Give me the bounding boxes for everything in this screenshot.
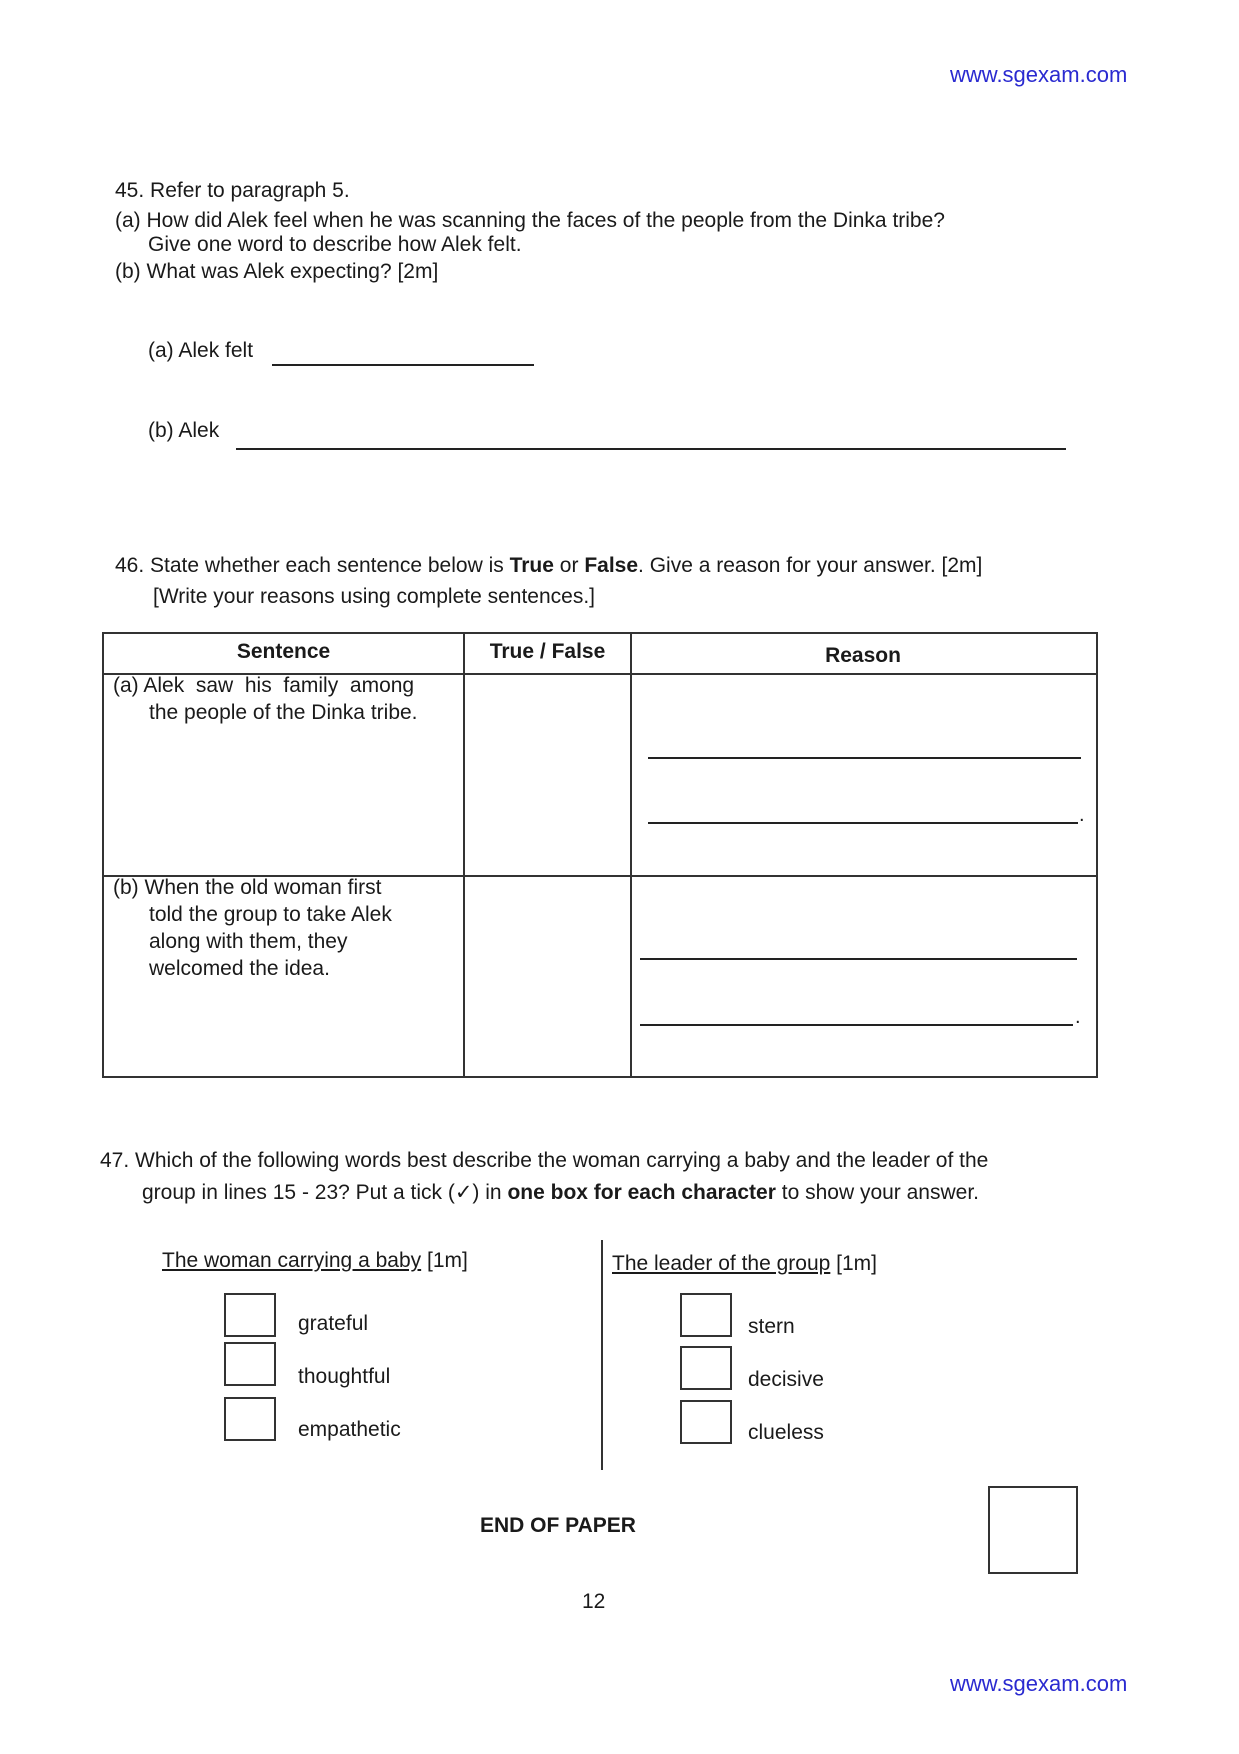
table-header-true-false: True / False — [489, 640, 606, 663]
row-b-reason-period: . — [1075, 1006, 1081, 1028]
checkbox-grateful[interactable] — [224, 1293, 276, 1337]
q47-line1: 47. Which of the following words best describe the woman carrying a baby and the leader of the — [100, 1149, 989, 1172]
option-thoughtful: thoughtful — [298, 1365, 391, 1388]
row-a-reason-period: . — [1079, 804, 1085, 826]
option-grateful: grateful — [298, 1312, 369, 1335]
option-clueless: clueless — [748, 1421, 824, 1444]
page-number: 12 — [582, 1590, 606, 1613]
q45-line1: 45. Refer to paragraph 5. — [115, 179, 350, 202]
right-title-text: The leader of the group — [612, 1252, 831, 1275]
row-b-true-false-cell[interactable] — [467, 879, 627, 1071]
q45-line3: Give one word to describe how Alek felt. — [148, 233, 522, 256]
option-empathetic: empathetic — [298, 1418, 401, 1441]
checkbox-clueless[interactable] — [680, 1400, 732, 1444]
q47-line2-bold: one box for each character — [507, 1181, 776, 1204]
q45-line4: (b) What was Alek expecting? [2m] — [115, 260, 439, 283]
row-a-true-false-cell[interactable] — [467, 676, 627, 872]
q45-answer-a-line[interactable] — [272, 362, 534, 366]
q46-or-word: or — [559, 554, 579, 577]
table-row-b-sentence — [113, 874, 392, 982]
q45-line2: (a) How did Alek feel when he was scanning the faces of the people from the Dinka tribe? — [115, 209, 945, 232]
checkbox-stern[interactable] — [680, 1293, 732, 1337]
option-decisive: decisive — [748, 1368, 824, 1391]
row-b-reason-line-2[interactable] — [640, 1022, 1073, 1026]
q46-line2: [Write your reasons using complete sentences.] — [153, 585, 595, 608]
q45-answer-a-label: (a) Alek felt — [148, 339, 254, 362]
right-column-title — [612, 1251, 877, 1277]
table-header-sentence: Sentence — [236, 640, 331, 663]
row-b-line-4: welcomed the idea. — [149, 957, 330, 980]
marks-box[interactable] — [988, 1486, 1078, 1574]
header-site-link[interactable]: www.sgexam.com — [950, 62, 1128, 87]
option-stern: stern — [748, 1315, 795, 1338]
row-a-reason-line-2[interactable] — [648, 820, 1078, 824]
left-column-title — [162, 1248, 468, 1274]
q46-true-word: True — [509, 554, 554, 577]
checkbox-empathetic[interactable] — [224, 1397, 276, 1441]
q46-suffix: . Give a reason for your answer. [2m] — [638, 554, 983, 577]
row-a-line-2: the people of the Dinka tribe. — [149, 701, 418, 724]
q47-line2-start: group in lines 15 - 23? Put a tick (✓) in — [142, 1181, 502, 1204]
table-row-a-sentence — [113, 672, 418, 726]
q45-answer-b-label: (b) Alek — [148, 419, 220, 442]
row-b-line-2: told the group to take Alek — [149, 903, 392, 926]
checkbox-thoughtful[interactable] — [224, 1342, 276, 1386]
q46-false-word: False — [584, 554, 639, 577]
row-b-reason-line-1[interactable] — [640, 956, 1077, 960]
column-divider — [601, 1240, 603, 1470]
table-header-reason: Reason — [825, 644, 901, 667]
row-a-reason-line-1[interactable] — [648, 755, 1081, 759]
q46-line1 — [115, 553, 982, 579]
left-title-text: The woman carrying a baby — [162, 1249, 422, 1272]
row-b-line-1: (b) When the old woman first — [113, 876, 382, 899]
end-of-paper: END OF PAPER — [480, 1514, 636, 1537]
q47-line2-end: to show your answer. — [781, 1181, 979, 1204]
table-col-divider-2 — [630, 632, 632, 1076]
q47-line2 — [142, 1180, 979, 1206]
q45-answer-b-line[interactable] — [236, 446, 1066, 450]
row-a-line-1: (a) Alek saw his family among — [113, 674, 415, 697]
right-title-marks: [1m] — [836, 1252, 878, 1275]
left-title-marks: [1m] — [426, 1249, 468, 1272]
q46-prefix: 46. State whether each sentence below is — [115, 554, 504, 577]
checkbox-decisive[interactable] — [680, 1346, 732, 1390]
row-b-line-3: along with them, they — [149, 930, 348, 953]
footer-site-link[interactable]: www.sgexam.com — [950, 1671, 1128, 1696]
table-col-divider-1 — [463, 632, 465, 1076]
